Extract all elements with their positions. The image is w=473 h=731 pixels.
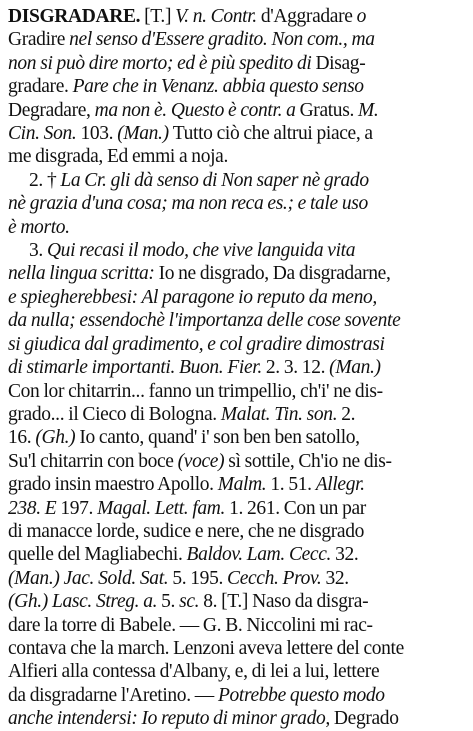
- italic-text: nè grazia d'una cosa; ma non reca es.; e tale uso: [8, 193, 368, 215]
- text-line: [8, 590, 461, 613]
- roman-text: Su'l chitarrin con boce: [8, 450, 178, 472]
- roman-text: 2.: [341, 403, 356, 425]
- entry-disgradare: [8, 5, 461, 169]
- text-line: [8, 380, 461, 403]
- roman-text: 5.: [161, 591, 180, 613]
- text-line: [8, 216, 461, 239]
- italic-text: da nulla; essendochè l'importanza delle cose sovente: [8, 310, 401, 332]
- roman-text: Gratus.: [299, 99, 358, 121]
- text-line: [8, 28, 461, 51]
- italic-text: (Gh.) Lasc. Streg. a.: [8, 591, 162, 613]
- text-line: [8, 145, 461, 168]
- text-line: [8, 543, 461, 566]
- text-line: [8, 497, 461, 520]
- italic-text: Cin. Son.: [8, 123, 81, 145]
- roman-text: 5. 195.: [172, 567, 228, 589]
- roman-text: 3.: [29, 240, 47, 262]
- roman-text: 32.: [325, 567, 349, 589]
- roman-text: Alfieri alla contessa d'Albany, e, di lei a lui, lettere: [8, 661, 380, 683]
- roman-text: dare la torre di Babele. — G. B. Niccolini mi rac-: [8, 614, 373, 636]
- italic-text: E: [44, 497, 61, 519]
- roman-text: Disag-: [315, 52, 366, 74]
- italic-text: nella lingua scritta:: [8, 263, 159, 285]
- italic-text: (Gh.): [35, 427, 80, 449]
- text-line: [8, 262, 461, 285]
- text-line: [8, 286, 461, 309]
- roman-text: 197.: [60, 497, 98, 519]
- sense-3: [8, 239, 461, 731]
- italic-text: (Man.): [117, 123, 173, 145]
- italic-text: nel senso d'Essere gradito. Non com., ma: [69, 29, 375, 51]
- roman-text: Io ne disgrado, Da disgradarne,: [158, 263, 391, 285]
- text-line: [8, 707, 461, 730]
- roman-text: Degrado: [333, 708, 399, 730]
- roman-text: 1. 261. Con un par: [229, 497, 366, 519]
- roman-text: gradare.: [8, 76, 73, 98]
- roman-text: quelle del Magliabechi.: [8, 544, 187, 566]
- roman-text: di manacce lorde, sudice e nere, che ne disgrado: [8, 520, 365, 542]
- text-line: [8, 637, 461, 660]
- italic-text: Malat. Tin. son.: [220, 403, 342, 425]
- text-line: [8, 684, 461, 707]
- italic-text: (Man.) Jac. Sold. Sat.: [8, 567, 173, 589]
- text-line: [8, 122, 461, 145]
- roman-text: 1. 51.: [270, 474, 316, 496]
- roman-text: Gradire: [8, 29, 70, 51]
- roman-text: [T.]: [140, 6, 176, 27]
- italic-text: V. n. Contr.: [175, 6, 261, 27]
- italic-text: (Man.): [329, 357, 381, 379]
- italic-text: Allegr.: [315, 474, 365, 496]
- italic-text: o: [356, 6, 366, 27]
- roman-text: grado insin maestro Apollo.: [8, 474, 218, 496]
- text-line: [8, 192, 461, 215]
- italic-text: Malm.: [217, 474, 271, 496]
- roman-text: 103.: [80, 123, 118, 145]
- italic-text: M.: [358, 99, 379, 121]
- text-line: [8, 239, 461, 262]
- roman-text: 32.: [335, 544, 359, 566]
- sense-2: [8, 169, 461, 239]
- italic-text: Magal. Lett. fam.: [97, 497, 230, 519]
- text-line: [8, 473, 461, 496]
- italic-text: Pare che in Venanz. abbia questo senso: [72, 76, 364, 98]
- italic-text: (voce): [177, 450, 229, 472]
- text-line: [8, 520, 461, 543]
- text-line: [8, 333, 461, 356]
- italic-text: Qui recasi il modo, che vive languida vita: [46, 240, 356, 262]
- roman-text: da disgradarne l'Aretino. —: [8, 684, 218, 706]
- text-line: [8, 567, 461, 590]
- text-line: [8, 52, 461, 75]
- italic-text: Baldov. Lam. Cecc.: [186, 544, 336, 566]
- roman-text: Con lor chitarrin... fanno un trimpellio, ch'i' ne dis-: [8, 380, 383, 402]
- roman-text: 2. 3. 12.: [265, 357, 330, 379]
- text-line: [8, 75, 461, 98]
- italic-text: è morto.: [8, 216, 70, 238]
- italic-text: Potrebbe questo modo: [217, 684, 385, 706]
- roman-text: 2. †: [29, 169, 61, 191]
- italic-text: di stimarle importanti. Buon. Fier.: [8, 357, 266, 379]
- roman-text: Tutto ciò che altrui piace, a: [172, 123, 373, 145]
- italic-text: ma non è. Questo è contr. a: [94, 99, 300, 121]
- italic-text: e spiegherebbesi:: [8, 286, 142, 308]
- italic-text: La Cr. gli dà senso di Non saper nè grado: [60, 169, 369, 191]
- text-line: [8, 450, 461, 473]
- text-line: [8, 403, 461, 426]
- text-line: [8, 169, 461, 192]
- roman-text: Io canto, quand' i' son ben ben satollo,: [79, 427, 360, 449]
- headword: DISGRADARE.: [8, 6, 141, 27]
- italic-text: non si può dire morto; ed è più spedito di: [8, 52, 316, 74]
- roman-text: d'Aggradare: [260, 6, 357, 27]
- roman-text: 16.: [8, 427, 36, 449]
- text-line: [8, 99, 461, 122]
- italic-text: Al paragone io reputo da meno,: [141, 286, 377, 308]
- italic-text: anche intendersi: Io reputo di minor grado,: [8, 708, 334, 730]
- roman-text: sì sottile, Ch'io ne dis-: [228, 450, 392, 472]
- italic-text: 238.: [8, 497, 45, 519]
- roman-text: grado... il Cieco di Bologna.: [8, 403, 221, 425]
- italic-text: sc.: [179, 591, 204, 613]
- italic-text: Cecch. Prov.: [227, 567, 326, 589]
- text-line: [8, 614, 461, 637]
- italic-text: si giudica dal gradimento, e col gradire dimostrasi: [8, 333, 385, 355]
- roman-text: 8. [T.] Naso da disgra-: [203, 591, 369, 613]
- text-line: [8, 426, 461, 449]
- roman-text: Degradare,: [8, 99, 95, 121]
- text-line: [8, 309, 461, 332]
- roman-text: contava che la march. Lenzoni aveva lettere del conte: [8, 637, 404, 659]
- text-line: [8, 5, 461, 28]
- text-line: [8, 356, 461, 379]
- roman-text: me disgrada, Ed emmi a noja.: [8, 146, 229, 168]
